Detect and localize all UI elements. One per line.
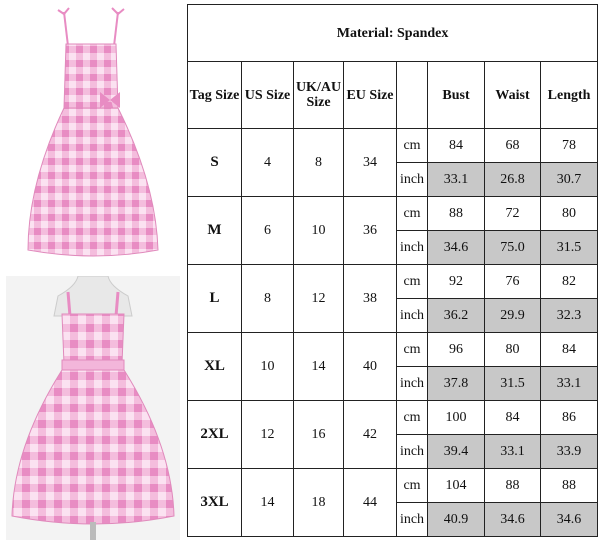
unit-cm-label: cm [397, 129, 428, 163]
uk-size-cell: 12 [294, 265, 344, 333]
tag-size-cell: 3XL [188, 469, 242, 537]
bust-inch-cell: 37.8 [428, 367, 485, 401]
waist-cm-cell: 84 [485, 401, 541, 435]
header-waist: Waist [485, 62, 541, 129]
header-uk-au-size: UK/AU Size [294, 62, 344, 129]
mannequin-illustration [6, 276, 180, 540]
eu-size-cell: 34 [344, 129, 397, 197]
length-inch-cell: 31.5 [541, 231, 598, 265]
header-length: Length [541, 62, 598, 129]
dress-front-illustration [6, 4, 180, 266]
length-cm-cell: 84 [541, 333, 598, 367]
us-size-cell: 12 [242, 401, 294, 469]
length-inch-cell: 33.1 [541, 367, 598, 401]
header-eu-size: EU Size [344, 62, 397, 129]
header-tag-size: Tag Size [188, 62, 242, 129]
uk-size-cell: 14 [294, 333, 344, 401]
bust-inch-cell: 39.4 [428, 435, 485, 469]
waist-cm-cell: 76 [485, 265, 541, 299]
bust-cm-cell: 104 [428, 469, 485, 503]
table-row-cm [188, 469, 598, 503]
waist-inch-cell: 33.1 [485, 435, 541, 469]
dress-on-mannequin-photo [6, 276, 180, 540]
uk-size-cell: 16 [294, 401, 344, 469]
unit-inch-label: inch [397, 163, 428, 197]
unit-cm-label: cm [397, 333, 428, 367]
unit-inch-label: inch [397, 367, 428, 401]
waist-cm-cell: 80 [485, 333, 541, 367]
unit-cm-label: cm [397, 469, 428, 503]
tag-size-cell: M [188, 197, 242, 265]
length-cm-cell: 82 [541, 265, 598, 299]
waist-cm-cell: 88 [485, 469, 541, 503]
us-size-cell: 8 [242, 265, 294, 333]
unit-inch-label: inch [397, 503, 428, 537]
unit-cm-label: cm [397, 197, 428, 231]
eu-size-cell: 42 [344, 401, 397, 469]
header-unit [397, 62, 428, 129]
length-inch-cell: 33.9 [541, 435, 598, 469]
length-inch-cell: 32.3 [541, 299, 598, 333]
table-row-cm [188, 333, 598, 367]
table-row-cm [188, 129, 598, 163]
tag-size-cell: S [188, 129, 242, 197]
size-chart-table [187, 4, 598, 537]
bust-cm-cell: 84 [428, 129, 485, 163]
us-size-cell: 10 [242, 333, 294, 401]
table-row-cm [188, 401, 598, 435]
bust-cm-cell: 88 [428, 197, 485, 231]
table-row-cm [188, 197, 598, 231]
eu-size-cell: 36 [344, 197, 397, 265]
unit-inch-label: inch [397, 299, 428, 333]
table-title: Material: Spandex [188, 5, 598, 62]
tag-size-cell: 2XL [188, 401, 242, 469]
bust-inch-cell: 40.9 [428, 503, 485, 537]
header-bust: Bust [428, 62, 485, 129]
tag-size-cell: L [188, 265, 242, 333]
bust-cm-cell: 92 [428, 265, 485, 299]
uk-size-cell: 18 [294, 469, 344, 537]
length-cm-cell: 88 [541, 469, 598, 503]
length-inch-cell: 30.7 [541, 163, 598, 197]
bust-inch-cell: 34.6 [428, 231, 485, 265]
eu-size-cell: 38 [344, 265, 397, 333]
waist-inch-cell: 31.5 [485, 367, 541, 401]
waist-inch-cell: 34.6 [485, 503, 541, 537]
waist-inch-cell: 75.0 [485, 231, 541, 265]
unit-cm-label: cm [397, 401, 428, 435]
waist-inch-cell: 26.8 [485, 163, 541, 197]
us-size-cell: 6 [242, 197, 294, 265]
header-row [188, 62, 598, 129]
bust-cm-cell: 96 [428, 333, 485, 367]
unit-inch-label: inch [397, 231, 428, 265]
uk-size-cell: 8 [294, 129, 344, 197]
eu-size-cell: 40 [344, 333, 397, 401]
bust-inch-cell: 36.2 [428, 299, 485, 333]
header-us-size: US Size [242, 62, 294, 129]
unit-inch-label: inch [397, 435, 428, 469]
uk-size-cell: 10 [294, 197, 344, 265]
length-cm-cell: 78 [541, 129, 598, 163]
bust-inch-cell: 33.1 [428, 163, 485, 197]
length-cm-cell: 80 [541, 197, 598, 231]
unit-cm-label: cm [397, 265, 428, 299]
length-cm-cell: 86 [541, 401, 598, 435]
us-size-cell: 4 [242, 129, 294, 197]
waist-cm-cell: 72 [485, 197, 541, 231]
waist-inch-cell: 29.9 [485, 299, 541, 333]
waist-cm-cell: 68 [485, 129, 541, 163]
us-size-cell: 14 [242, 469, 294, 537]
tag-size-cell: XL [188, 333, 242, 401]
length-inch-cell: 34.6 [541, 503, 598, 537]
dress-front-product-photo [6, 4, 180, 266]
product-images [0, 0, 186, 547]
table-row-cm [188, 265, 598, 299]
eu-size-cell: 44 [344, 469, 397, 537]
bust-cm-cell: 100 [428, 401, 485, 435]
